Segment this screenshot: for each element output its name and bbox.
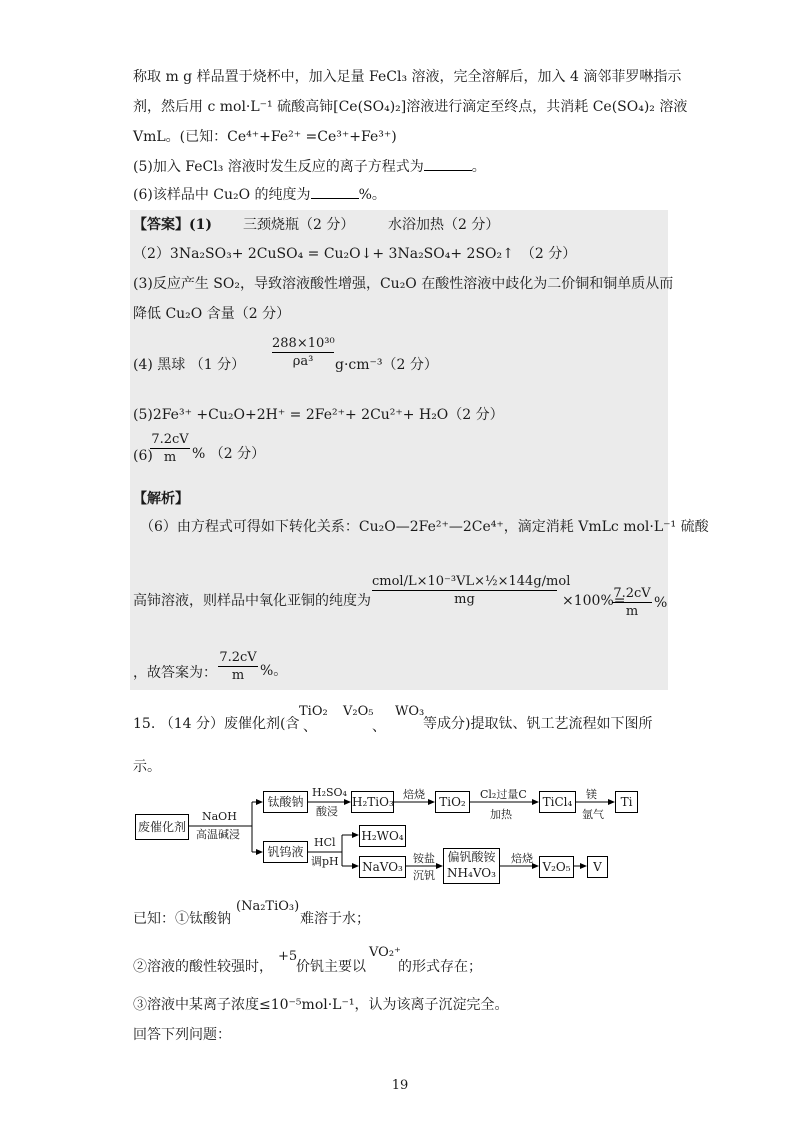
- known-1-formula: (Na₂TiO₃): [236, 899, 300, 914]
- answer-3-line-1: (3)反应产生 SO₂，导致溶液酸性增强，Cu₂O 在酸性溶液中歧化为二价铜和铜单质从而: [133, 276, 674, 292]
- analysis-big-denominator: mg: [454, 592, 475, 607]
- flow-label-heat: 加热: [490, 808, 512, 821]
- answer-4-label: (4) 黑球 （1 分）: [133, 357, 246, 373]
- analysis-mid: ×100%=: [562, 593, 626, 609]
- known-2-valence: +5: [278, 949, 298, 964]
- answer-2: （2）3Na₂SO₃+ 2CuSO₄ = Cu₂O↓+ 3Na₂SO₄+ 2SO₂↑ （2 分）: [133, 246, 577, 262]
- analysis-line-3: ，故答案为：: [133, 665, 217, 681]
- flow-label-h2so4: H₂SO₄: [312, 786, 347, 799]
- analysis-percent: %: [654, 595, 668, 611]
- q15-sep-2: 、: [372, 719, 386, 735]
- known-2-ion: VO₂⁺: [369, 945, 401, 960]
- q15-compound-2: V₂O₅: [343, 704, 374, 719]
- flow-box-tio2: TiO₂: [435, 791, 470, 813]
- analysis-final-numerator: 7.2cV: [219, 650, 257, 665]
- flow-label-calcine-2: 焙烧: [511, 852, 533, 865]
- q15-sep-1: 、: [303, 719, 317, 735]
- answer-5: (5)2Fe³⁺ +Cu₂O+2H⁺ = 2Fe²⁺+ 2Cu²⁺+ H₂O（2 分）: [133, 407, 504, 423]
- flow-box-navo3: NaVO₃: [359, 856, 406, 878]
- analysis-line-2: 高铈溶液，则样品中氧化亚铜的纯度为: [133, 593, 371, 609]
- text-line-2: 剂，然后用 c mol·L⁻¹ 硫酸高铈[Ce(SO₄)₂]溶液进行滴定至终点，共消耗 Ce(SO₄)₂ 溶液: [133, 99, 688, 115]
- flow-box-ti: Ti: [615, 791, 638, 813]
- page-number: 19: [391, 1078, 409, 1093]
- answer-6-numerator: 7.2cV: [151, 432, 189, 447]
- flow-label-leach: 高温碱浸: [196, 828, 240, 841]
- known-3: ③溶液中某离子浓度≤10⁻⁵mol·L⁻¹，认为该离子沉淀完全。: [133, 997, 509, 1013]
- flow-box-v: V: [587, 856, 608, 878]
- answer-1-part-1: 三颈烧瓶（2 分）: [243, 217, 355, 233]
- known-2-end: 的形式存在；: [398, 959, 482, 975]
- analysis-result-denominator: m: [625, 604, 639, 619]
- flow-label-adjust-ph: 调pH: [311, 855, 339, 868]
- answer-6-tail: % （2 分）: [192, 446, 266, 462]
- q15-compound-3: WO₃: [395, 704, 425, 719]
- text-line-1: 称取 m g 样品置于烧杯中，加入足量 FeCl₃ 溶液，完全溶解后，加入 4 滴邻菲罗啉指示: [133, 69, 682, 85]
- answer-4-denominator: ρa³: [292, 354, 314, 369]
- flow-label-hcl: HCl: [314, 836, 336, 849]
- flow-box-v2o5: V₂O₅: [539, 856, 574, 878]
- flow-label-acid-leach: 酸浸: [316, 805, 338, 818]
- answer-6-denominator: m: [163, 450, 177, 465]
- flow-label-precipitate-vanadium: 沉钒: [413, 869, 435, 882]
- analysis-final-denominator: m: [231, 668, 245, 683]
- text-line-3: VmL。(已知：Ce⁴⁺+Fe²⁺ =Ce³⁺+Fe³⁺): [133, 129, 397, 145]
- known-1-end: 难溶于水；: [300, 911, 370, 927]
- flow-box-h2tio3: H₂TiO₃: [351, 791, 394, 813]
- flow-label-argon: 氩气: [582, 808, 604, 821]
- analysis-big-numerator: cmol/L×10⁻³VL×½×144g/mol: [372, 574, 571, 589]
- known-1-start: 已知：①钛酸钠: [133, 911, 231, 927]
- answer-4-unit: g·cm⁻³（2 分）: [335, 357, 438, 373]
- answer-prompt: 回答下列问题：: [133, 1027, 231, 1043]
- flow-box-ticl4: TiCl₄: [539, 791, 576, 813]
- flow-start-box: 废催化剂: [135, 814, 189, 840]
- analysis-result-numerator: 7.2cV: [613, 586, 651, 601]
- flow-box-ammonium-metavanadate-name: 偏钒酸铵: [447, 850, 496, 864]
- answer-1-part-2: 水浴加热（2 分）: [388, 217, 500, 233]
- flow-box-ammonium-metavanadate: [443, 848, 500, 884]
- analysis-title: 【解析】: [133, 491, 189, 507]
- question-5: (5)加入 FeCl₃ 溶液时发生反应的离子方程式为 。: [133, 159, 486, 175]
- known-2-mid: 价钒主要以: [296, 959, 366, 975]
- flow-box-h2wo4: H₂WO₄: [359, 825, 406, 847]
- question-6: (6)该样品中 Cu₂O 的纯度为 %。: [133, 187, 386, 203]
- flow-label-magnesium: 镁: [586, 788, 597, 801]
- flow-box-vanadium-tungsten-solution: 钒钨液: [263, 841, 308, 863]
- q15-tail-2: 示。: [133, 759, 161, 775]
- answer-3-line-2: 降低 Cu₂O 含量（2 分）: [133, 306, 291, 322]
- known-2-start: ②溶液的酸性较强时，: [133, 959, 273, 975]
- answer-6-label: (6): [133, 448, 153, 464]
- flow-label-cl2-c: Cl₂过量C: [480, 788, 527, 801]
- flow-label-ammonium-salt: 铵盐: [413, 852, 435, 865]
- analysis-line-1: （6）由方程式可得如下转化关系：Cu₂O—2Fe²⁺—2Ce⁴⁺，滴定消耗 VmLc mol·L⁻¹ 硫酸: [140, 519, 709, 535]
- answer-title: 【答案】(1): [133, 217, 212, 233]
- flow-label-naoh: NaOH: [202, 810, 237, 823]
- flow-label-calcine-1: 焙烧: [403, 788, 425, 801]
- q15-tail: 等成分)提取钛、钒工艺流程如下图所: [423, 716, 653, 732]
- q15-compound-1: TiO₂: [299, 704, 328, 719]
- q15-head: 15. （14 分）废催化剂(含: [133, 716, 300, 732]
- flow-box-sodium-titanate: 钛酸钠: [263, 791, 308, 813]
- answer-4-numerator: 288×10³⁰: [272, 336, 335, 351]
- flow-box-ammonium-metavanadate-formula: NH₄VO₃: [447, 866, 496, 880]
- analysis-final-end: %。: [260, 663, 288, 679]
